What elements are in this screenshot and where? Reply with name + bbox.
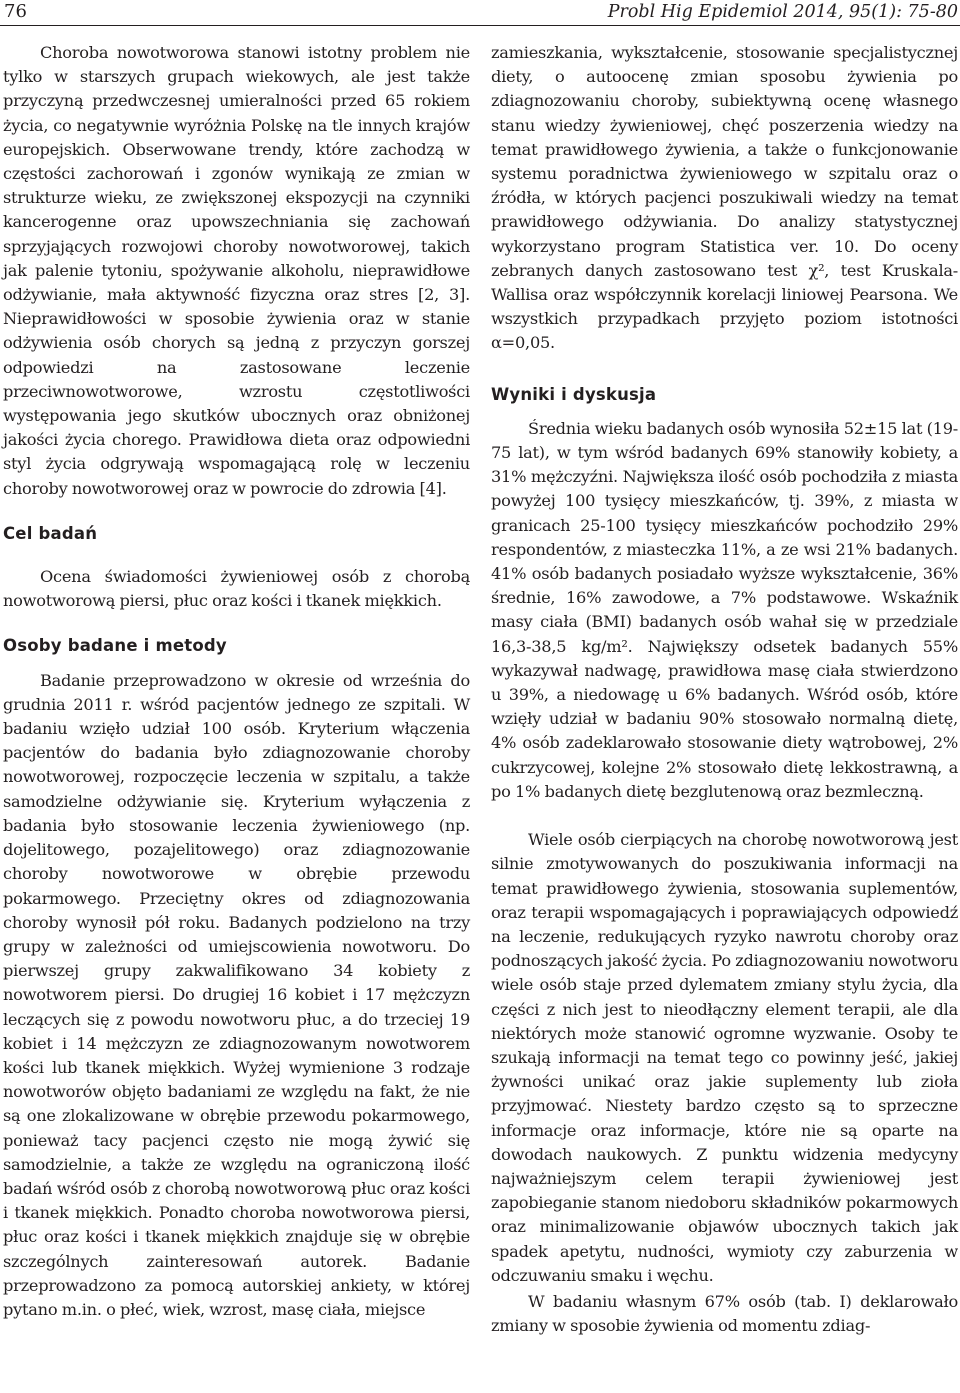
left-column <box>3 41 470 1322</box>
wyniki-paragraph-1: Średnia wieku badanych osób wynosiła 52±15 lat (19-75 lat), w tym wśród badanych 69% stanowiły kobiety, a 31% mężczyźni. Największa ilość osób pochodziła z miasta powyżej 100 tysięcy mieszkańców, tj. 39%, z miasta w granicach 25-100 tysięcy mieszkańców pochodziło 29% respondentów, z miasteczka 11%, a ze wsi 21% badanych. 41% osób badanych posiadało wyższe wykształcenie, 36% średnie, 16% zawodowe, a 7% podstawowe. Wskaźnik masy ciała (BMI) badanych osób wahał się w przedziale 16,3-38,5 kg/m². Największy odsetek badanych 55% wykazywał nadwagę, prawidłowa masę ciała stwierdzono u 39%, a niedowagę u 6% badanych. Wśród osób, które wzięły udział w badaniu 90% stosowało normalną dietę, 4% osób zadeklarowało stosowanie diety wątrobowej, 2% cukrzycowej, kolejne 2% stosowało dietę lekkostrawną, a po 1% badanych dietę bezglutenową oraz bezmleczną. <box>491 418 958 801</box>
header-rule <box>0 25 960 26</box>
section-heading-cel: Cel badań <box>3 523 98 543</box>
wyniki-paragraph-3: W badaniu własnym 67% osób (tab. I) deklarowało zmiany w sposobie żywienia od momentu zdiag- <box>491 1291 958 1336</box>
page-number: 76 <box>4 1 27 22</box>
page-header <box>0 0 960 40</box>
cel-paragraph: Ocena świadomości żywieniowej osób z chorobą nowotworową piersi, płuc oraz kości i tkanek miękkich. <box>3 567 470 611</box>
right-column <box>491 41 958 1338</box>
osoby-paragraph: Badanie przeprowadzono w okresie od września do grudnia 2011 r. wśród pacjentów jednego ze szpitali. W badaniu wzięło udział 100 osób. Kryterium włączenia pacjentów do badania było zdiagnozowanie choroby nowotworowej, rozpoczęcie leczenia w szpitalu, a także samodzielne odżywianie się. Kryterium wyłączenia z badania było stosowanie leczenia żywieniowego (np. dojelitowego, pozajelitowego) oraz zdiagnozowanie choroby nowotworowe w obrębie przewodu pokarmowego. Przeciętny okres od zdiagnozowania choroby wynosił pół roku. Badanych podzielono na trzy grupy w zależności od umiejscowienia nowotworu. Do pierwszej grupy zakwalifikowano 34 kobiety z nowotworem piersi. Do drugiej 16 kobiet i 17 mężczyzn leczących się z powodu nowotworu płuc, a do trzeciej 19 kobiet i 14 mężczyzn ze zdiagnozowanym nowotworem kości lub tkanek miękkich. Wyżej wymienione 3 rodzaje nowotworów objęto badaniami ze względu na fakt, że nie są one zlokalizowane w obrębie przewodu pokarmowego, ponieważ tacy pacjenci często nie mogą żywić się samodzielnie, a także ze względu na ograniczoną ilość badań wśród osób z chorobą nowotworową płuc oraz kości i tkanek miękkich. Ponadto choroba nowotworowa piersi, płuc oraz kości i tkanek miękkich znajduje się w obrębie szczególnych zainteresowań autorek. Badanie przeprowadzono za pomocą autorskiej ankiety, w której pytano m.in. o płeć, wiek, wzrost, masę ciała, miejsce <box>3 670 470 1319</box>
intro-paragraph: Choroba nowotworowa stanowi istotny problem nie tylko w starszych grupach wiekowych, ale jest także przyczyną przedwczesnej umieralności przed 65 rokiem życia, co negatywnie wyróżnia Polskę na tle innych krajów europejskich. Obserwowane trendy, które zachodzą w częstości zachorowań i zgonów wynikają ze zmian w strukturze wieku, ze zwiększonej ekspozycji na czynniki kancerogenne oraz upowszechniania się zachowań sprzyjających rozwojowi choroby nowotworowej, takich jak palenie tytoniu, spożywanie alkoholu, nieprawidłowe odżywianie, mała aktywność fizyczna oraz stres [2, 3]. Nieprawidłowości w sposobie żywienia oraz w stanie odżywienia osób chorych są jedną z przyczyn gorszej odpowiedzi na zastosowane leczenie przeciwnowotworowe, wzrostu częstotliwości występowania jego skutków ubocznych oraz obniżonej jakości życia chorego. Prawidłowa dieta oraz odpowiedni styl życia odgrywają wspomagającą rolę w leczeniu choroby nowotworowej oraz w powrocie do zdrowia [4]. <box>3 43 470 498</box>
section-heading-wyniki: Wyniki i dyskusja <box>491 384 657 404</box>
journal-citation: Probl Hig Epidemiol 2014, 95(1): 75-80 <box>607 2 958 22</box>
section-heading-osoby: Osoby badane i metody <box>3 636 227 656</box>
methods-continuation-paragraph: zamieszkania, wykształcenie, stosowanie specjalistycznej diety, o autoocenę zmian sposobu żywienia po zdiagnozowaniu choroby, subiektywną ocenę własnego stanu wiedzy żywieniowej, chęć poszerzenia wiedzy na temat prawidłowego żywienia, a także o funkcjonowanie systemu poradnictwa żywieniowego w szpitalu oraz o źródła, w których pacjenci poszukiwali wiedzy na temat prawidłowego odżywiania. Do analizy statystycznej wykorzystano program Statistica ver. 10. Do oceny zebranych danych zastosowano test χ², test Kruskala-Wallisa oraz współczynnik korelacji liniowej Pearsona. We wszystkich przypadkach przyjęto poziom istotności α=0,05. <box>491 43 958 353</box>
wyniki-paragraph-2: Wiele osób cierpiących na chorobę nowotworową jest silnie zmotywowanych do poszukiwania informacji na temat prawidłowego żywienia, stosowania suplementów, oraz terapii wspomagających i poprawiających odpowiedź na leczenie, redukujących ryzyko nawrotu choroby oraz podnoszących jakość życia. Po zdiagnozowaniu nowotworu wiele osób staje przed dylematem zmiany stylu życia, dla części z nich jest to nieodłączny element terapii, ale dla niektórych może stanowić ogromne wyzwanie. Osoby te szukają informacji na temat tego co powinny jeść, jakiej żywności unikać oraz jakie suplementy lub zioła przyjmować. Niestety bardzo często są to sprzeczne informacje oraz informacje, które nie są oparte na dowodach naukowych. Z punktu widzenia medycyny najważniejszym celem terapii żywieniowej jest zapobieganie stanom niedoboru składników pokarmowych oraz minimalizowanie objawów ubocznych takich jak spadek apetytu, nudności, wymioty czy zaburzenia w odczuwaniu smaku i węchu. <box>491 830 958 1285</box>
